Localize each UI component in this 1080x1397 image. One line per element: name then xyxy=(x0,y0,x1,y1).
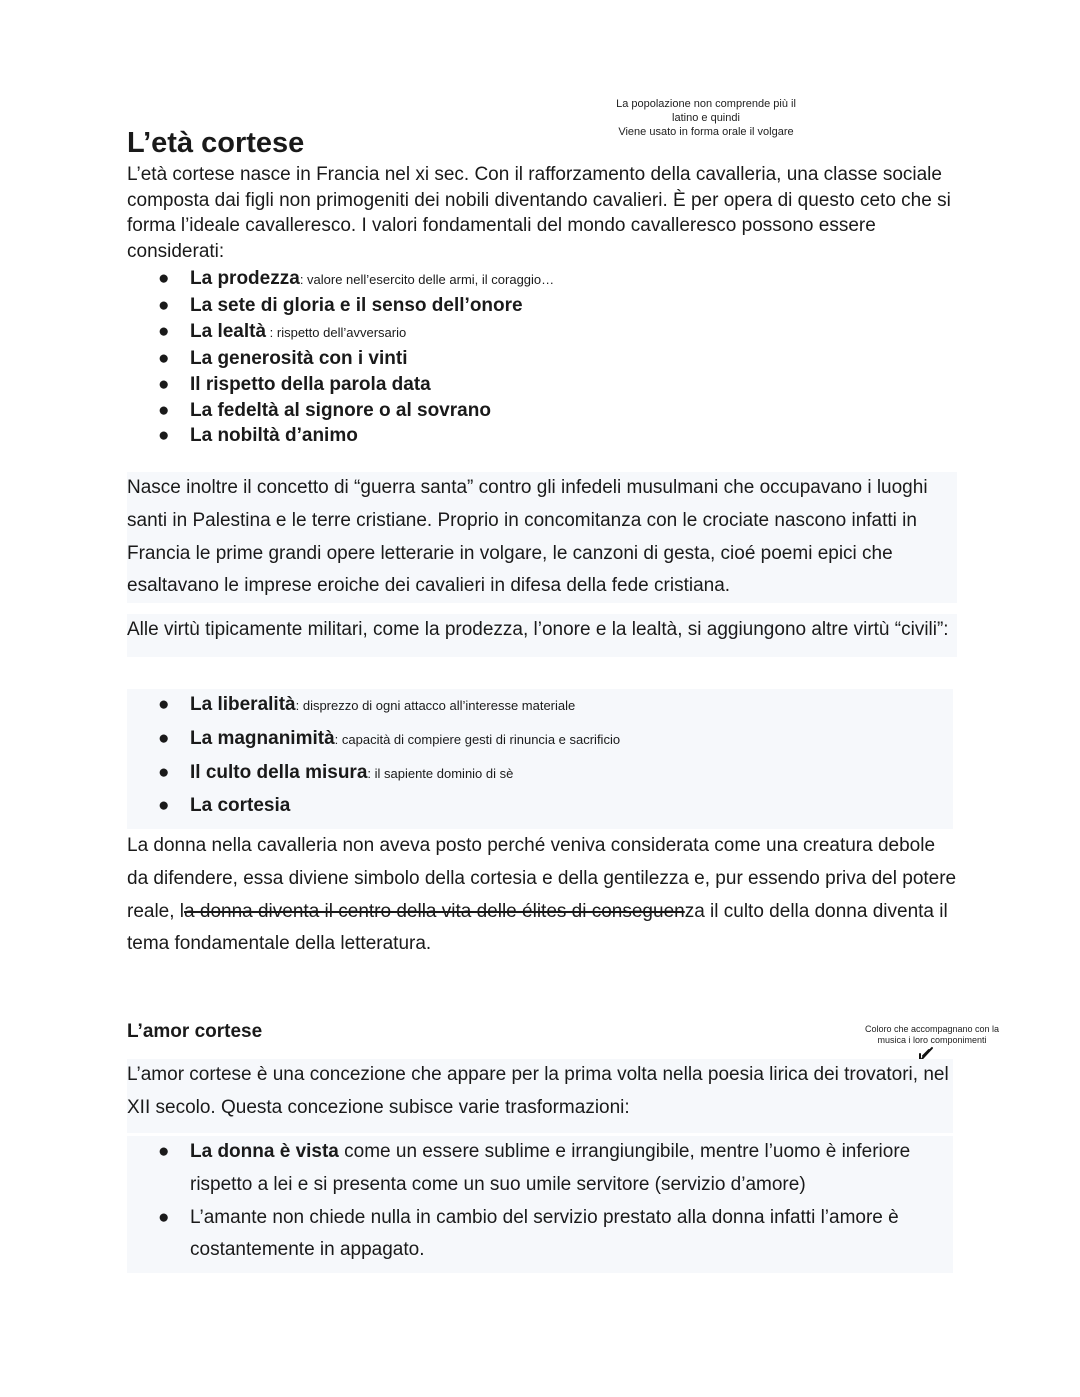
paragraph-civil-virtues: Alle virtù tipicamente militari, come la prodezza, l’onore e la lealtà, si aggiungono altre virtù “civili”: xyxy=(127,614,957,657)
list-item xyxy=(127,293,957,319)
bullet-icon: ● xyxy=(158,425,170,447)
value-term: La prodezza xyxy=(190,268,300,289)
note-line: latino e quindi xyxy=(672,112,740,124)
note-line: Coloro che accompagnano con la xyxy=(864,1024,1000,1034)
virtue-note: : capacità di compiere gesti di rinuncia e sacrificio xyxy=(334,731,621,747)
list-item xyxy=(127,398,957,424)
bullet-icon: ● xyxy=(158,727,170,749)
virtue-term: La magnanimità xyxy=(190,727,335,749)
text-segment: La donna nella cavalleria non aveva posto perché veniva considerata come una creatura debole da difendere, essa diviene simbolo della cortesia e della gentilezza e, pur essendo priva del potere reale, l xyxy=(127,835,957,922)
list-item xyxy=(127,319,957,346)
value-term: La sete di gloria e il senso dell’onore xyxy=(190,294,523,316)
bullet-icon: ● xyxy=(158,761,170,783)
value-term: La nobiltà d’animo xyxy=(190,425,358,447)
list-item xyxy=(127,1136,953,1202)
amor-cortese-list xyxy=(127,1136,953,1273)
list-item xyxy=(127,689,953,723)
bullet-icon: ● xyxy=(158,694,170,715)
list-item xyxy=(127,372,957,398)
value-term: La lealtà xyxy=(190,320,267,342)
section-heading-amor: L’amor cortese xyxy=(127,1021,263,1042)
paragraph-donna xyxy=(127,830,957,961)
bullet-icon: ● xyxy=(158,373,170,395)
bullet-icon: ● xyxy=(158,347,170,369)
paragraph-guerra-santa: Nasce inoltre il concetto di “guerra santa” contro gli infedeli musulmani che occupavano i luoghi santi in Palestina e le terre cristiane. Proprio in concomitanza con le crociate nascono infatti in Francia le prime grandi opere letterarie in volgare, le canzoni di gesta, cioé poemi epici che esaltavano le imprese eroiche dei cavalieri in difesa della fede cristiana. xyxy=(127,472,957,603)
note-line: La popolazione non comprende più il xyxy=(616,98,796,110)
value-note: : valore nell’esercito delle armi, il coraggio… xyxy=(299,272,555,287)
list-item xyxy=(127,346,957,372)
text-segment: za il culto della donna diventa il tema fondamentale della letteratura. xyxy=(127,900,948,955)
bullet-icon: ● xyxy=(158,399,170,421)
virtue-note: : disprezzo di ogni attacco all’interesse materiale xyxy=(295,698,576,713)
item-text: L’amante non chiede nulla in cambio del servizio prestato alla donna infatti l’amore è costantemente in appagato. xyxy=(190,1206,899,1261)
margin-note-volgare xyxy=(590,97,822,139)
list-item xyxy=(127,1202,953,1268)
item-text: come un essere sublime e irrangiungibile, mentre l’uomo è inferiore rispetto a lei e si presenta come un suo umile servitore (servizio d’amore) xyxy=(190,1141,911,1195)
virtue-note: : il sapiente dominio di sè xyxy=(367,765,514,781)
bullet-icon: ● xyxy=(158,268,170,289)
list-item xyxy=(127,790,953,823)
list-item xyxy=(127,757,953,791)
value-note: : rispetto dell’avversario xyxy=(266,324,407,340)
list-item xyxy=(127,723,953,757)
virtue-term: Il culto della misura xyxy=(190,761,368,783)
bullet-icon: ● xyxy=(158,294,170,316)
value-term: La generosità con i vinti xyxy=(190,347,408,369)
bullet-icon: ● xyxy=(158,1141,170,1162)
page-title: L’età cortese xyxy=(127,127,305,159)
chivalric-values-list xyxy=(127,266,957,449)
struck-text: a donna diventa il centro della vita delle élites di conseguen xyxy=(184,900,685,922)
list-item xyxy=(127,266,957,293)
margin-note-trovatori xyxy=(860,1024,1004,1046)
virtue-term: La cortesia xyxy=(190,795,291,817)
bullet-icon: ● xyxy=(158,1206,170,1228)
value-term: Il rispetto della parola data xyxy=(190,373,431,395)
bullet-icon: ● xyxy=(158,320,170,342)
note-line: musica i loro componimenti xyxy=(877,1035,987,1045)
list-item xyxy=(127,423,957,449)
paragraph-amor-cortese: L’amor cortese è una concezione che appare per la prima volta nella poesia lirica dei trovatori, nel XII secolo. Questa concezione subisce varie trasformazioni: xyxy=(127,1059,953,1133)
value-term: La fedeltà al signore o al sovrano xyxy=(190,399,491,421)
note-line: Viene usato in forma orale il volgare xyxy=(618,126,794,138)
civil-virtues-list xyxy=(127,689,953,829)
bullet-icon: ● xyxy=(158,795,170,817)
intro-paragraph: L’età cortese nasce in Francia nel xi sec. Con il rafforzamento della cavalleria, una classe sociale composta dai figli non primogeniti dei nobili diventando cavalieri. È per opera di questo ceto che si forma l’ideale cavalleresco. I valori fondamentali del mondo cavalleresco possono essere considerati: xyxy=(127,164,951,263)
item-bold: La donna è vista xyxy=(190,1141,339,1162)
virtue-term: La liberalità xyxy=(190,694,296,715)
